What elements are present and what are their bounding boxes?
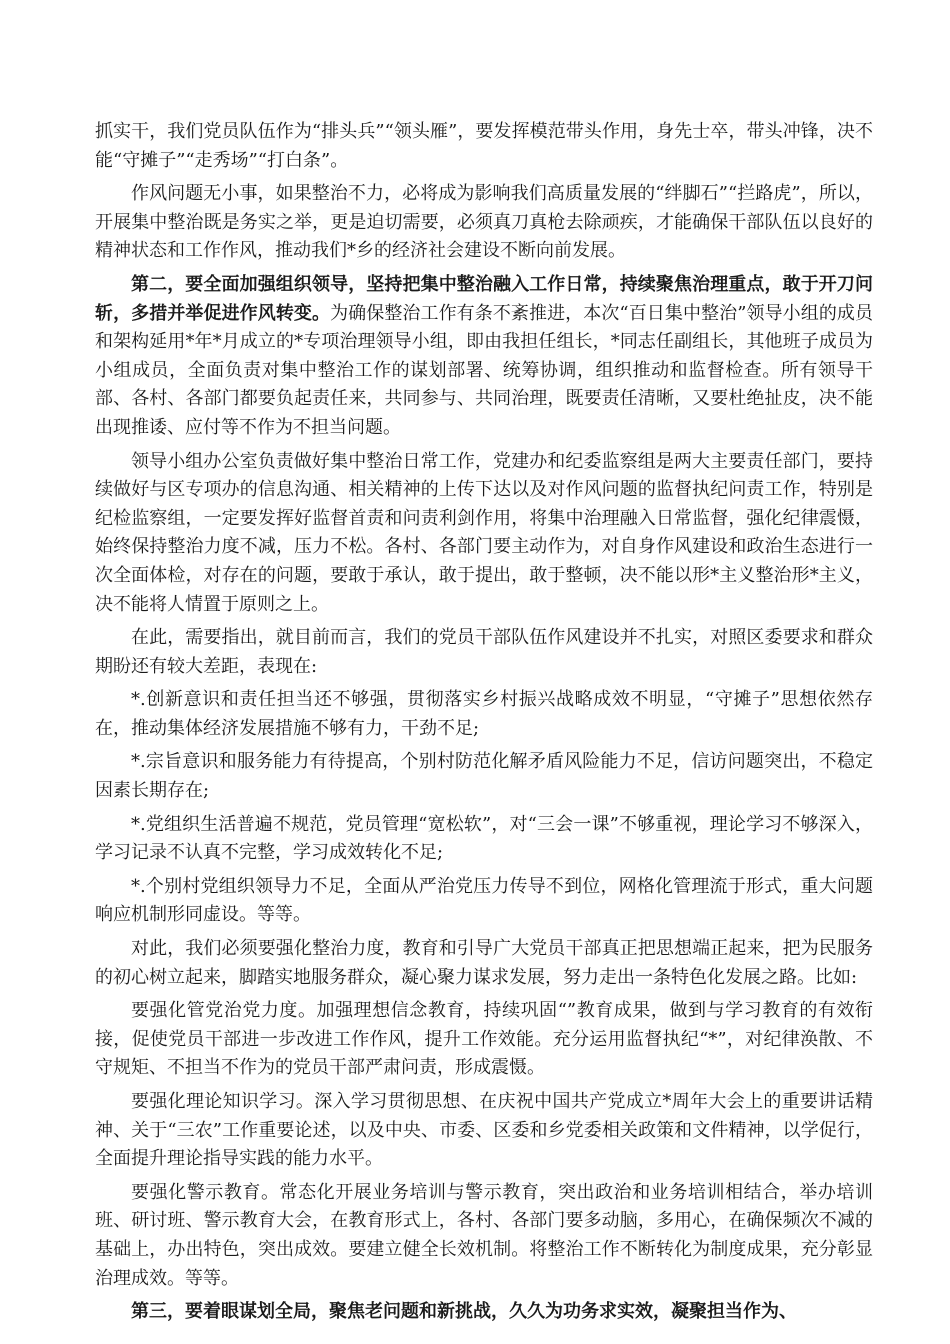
paragraph-10: [95, 1298, 873, 1327]
paragraph-8: [95, 1088, 873, 1174]
list-item-1-text: *.创新意识和责任担当还不够强，贯彻落实乡村振兴战略成效不明显，“守摊子”思想依然存在，推动集体经济发展措施不够有力，干劲不足;: [95, 689, 873, 739]
list-item-4-text: *.个别村党组织领导力不足，全面从严治党压力传导不到位，网格化管理流于形式，重大问题响应机制形同虚设。等等。: [95, 875, 873, 926]
paragraph-2-text: 作风问题无小事，如果整治不力，必将成为影响我们高质量发展的“绊脚石”“拦路虎”，所以，开展集中整治既是务实之举，更是迫切需要，必须真刀真枪去除顽疾，才能确保干部队伍以良好的精神状态和工作作风，推动我们*乡的经济社会建设不断向前发展。: [95, 183, 873, 262]
list-item-1: [95, 686, 873, 743]
list-item-2-text: *.宗旨意识和服务能力有待提高，个别村防范化解矛盾风险能力不足，信访问题突出，不稳定因素长期存在;: [95, 751, 873, 802]
paragraph-6: [95, 935, 873, 992]
paragraph-1-text: 抓实干，我们党员队伍作为“排头兵”“领头雁”，要发挥模范带头作用，身先士卒，带头冲锋，决不能“守摊子”“走秀场”“打白条”。: [95, 121, 873, 171]
paragraph-8-text: 要强化理论知识学习。深入学习贯彻思想、在庆祝中国共产党成立*周年大会上的重要讲话精神、关于“三农”工作重要论述，以及中央、市委、区委和乡党委相关政策和文件精神，以学促行，全面提升理论指导实践的能力水平。: [95, 1091, 873, 1170]
paragraph-3-lead: 第二，要全面加强组织领导，坚持把集中整治融入工作日常，持续聚焦治理重点，敢于开刀问斩，多措并举促进作风转变。: [95, 273, 873, 324]
paragraph-3: [95, 271, 873, 443]
list-item-4: [95, 873, 873, 930]
paragraph-7-text: 要强化管党治党力度。加强理想信念教育，持续巩固“”教育成果，做到与学习教育的有效衔接，促使党员干部进一步改进工作作风，提升工作效能。充分运用监督执纪“*”，对纪律涣散、不守规矩、不担当不作为的党员干部严肃问责，形成震慑。: [95, 1000, 873, 1079]
paragraph-9-text: 要强化警示教育。常态化开展业务培训与警示教育，突出政治和业务培训相结合，举办培训班、研讨班、警示教育大会，在教育形式上，各村、各部门要多动脑，多用心，在确保频次不减的基础上，办出特色，突出成效。要建立健全长效机制。将整治工作不断转化为制度成果，充分彰显治理成效。等等。: [95, 1181, 873, 1289]
document-page: [95, 118, 873, 1332]
list-item-3: [95, 811, 873, 868]
paragraph-5: [95, 624, 873, 681]
paragraph-5-text: 在此，需要指出，就目前而言，我们的党员干部队伍作风建设并不扎实，对照区委要求和群众期盼还有较大差距，表现在:: [95, 627, 873, 677]
paragraph-4: [95, 448, 873, 620]
list-item-2: [95, 748, 873, 805]
paragraph-6-text: 对此，我们必须要强化整治力度，教育和引导广大党员干部真正把思想端正起来，把为民服务的初心树立起来，脚踏实地服务群众，凝心聚力谋求发展，努力走出一条特色化发展之路。比如:: [95, 938, 873, 988]
paragraph-9: [95, 1179, 873, 1293]
paragraph-1: [95, 118, 873, 175]
paragraph-2: [95, 180, 873, 266]
paragraph-4-text: 领导小组办公室负责做好集中整治日常工作，党建办和纪委监察组是两大主要责任部门，要持续做好与区专项办的信息沟通、相关精神的上传下达以及对作风问题的监督执纪问责工作，特别是纪检监察组，一定要发挥好监督首责和问责利剑作用，将集中治理融入日常监督，强化纪律震慑，始终保持整治力度不减，压力不松。各村、各部门要主动作为，对自身作风建设和政治生态进行一次全面体检，对存在的问题，要敢于承认，敢于提出，敢于整顿，决不能以形*主义整治形*主义，决不能将人情置于原则之上。: [95, 450, 873, 615]
list-item-3-text: *.党组织生活普遍不规范，党员管理“宽松软”，对“三会一课”不够重视，理论学习不够深入，学习记录不认真不完整，学习成效转化不足;: [95, 813, 873, 864]
paragraph-7: [95, 997, 873, 1083]
paragraph-3-text: 为确保整治工作有条不紊推进，本次“百日集中整治”领导小组的成员和架构延用*年*月成立的*专项治理领导小组，即由我担任组长，*同志任副组长，其他班子成员为小组成员，全面负责对集中整治工作的谋划部署、统筹协调，组织推动和监督检查。所有领导干部、各村、各部门都要负起责任来，共同参与、共同治理，既要责任清晰，又要杜绝扯皮，决不能出现推诿、应付等不作为不担当问题。: [95, 302, 874, 438]
paragraph-10-lead: 第三，要着眼谋划全局，聚焦老问题和新挑战，久久为功务求实效，凝聚担当作为、: [131, 1301, 797, 1323]
